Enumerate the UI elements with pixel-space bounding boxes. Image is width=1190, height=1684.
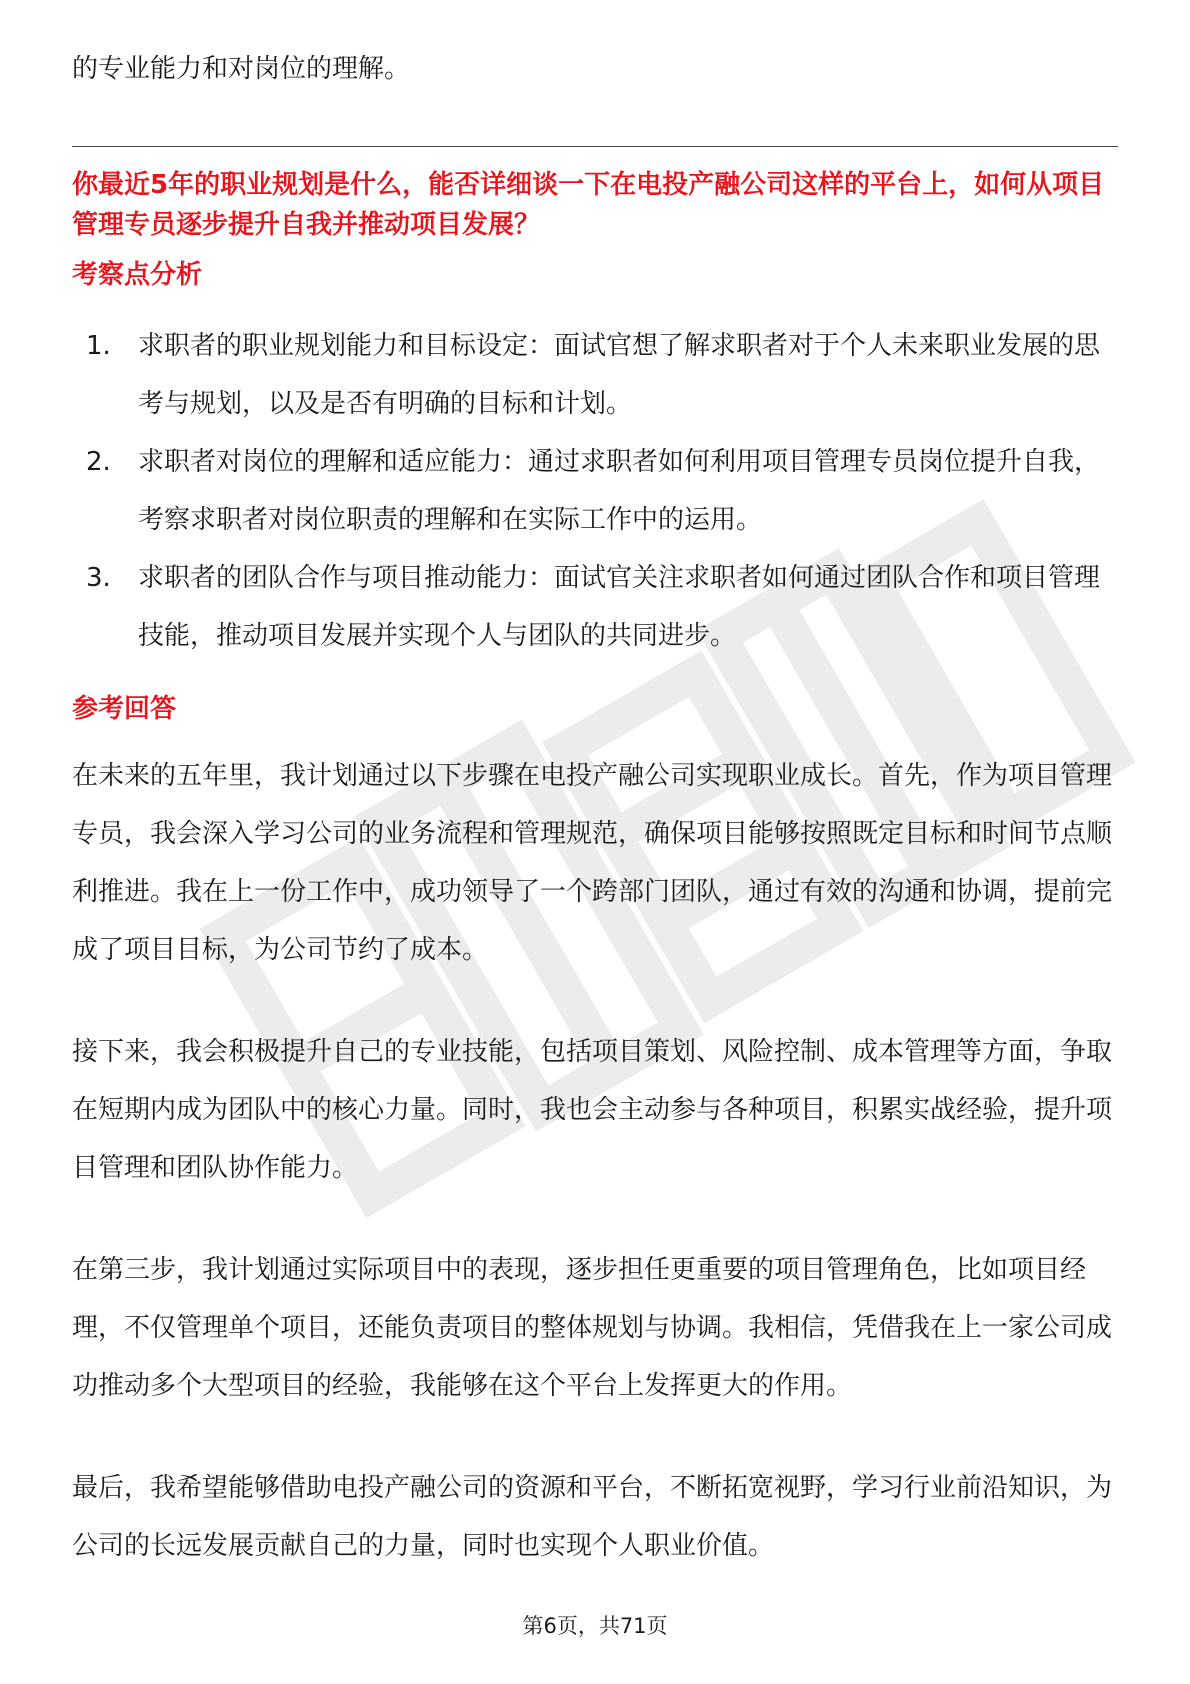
answer-paragraph: 最后，我希望能够借助电投产融公司的资源和平台，不断拓宽视野，学习行业前沿知识，为公司的长远发展贡献自己的力量，同时也实现个人职业价值。 [72,1473,1113,1561]
content [72,40,1118,1575]
answer-paragraph: 接下来，我会积极提升自己的专业技能，包括项目策划、风险控制、成本管理等方面，争取在短期内成为团队中的核心力量。同时，我也会主动参与各种项目，积累实战经验，提升项目管理和团队协作能力。 [72,1037,1113,1183]
list-item-number: 1. [86,331,111,361]
question-heading: 你最近5年的职业规划是什么，能否详细谈一下在电投产融公司这样的平台上，如何从项目管理专员逐步提升自我并推动项目发展？ [72,170,1105,240]
analysis-heading: 考察点分析 [72,260,203,290]
answer-heading: 参考回答 [72,694,177,724]
list-item-text: 求职者的职业规划能力和目标设定：面试官想了解求职者对于个人未来职业发展的思考与规划，以及是否有明确的目标和计划。 [138,331,1101,419]
divider [72,146,1118,147]
list-item-text: 求职者对岗位的理解和适应能力：通过求职者如何利用项目管理专员岗位提升自我，考察求职者对岗位职责的理解和在实际工作中的运用。 [138,447,1101,535]
analysis-list [72,317,1118,665]
list-item [72,549,1118,665]
answer-paragraph: 在未来的五年里，我计划通过以下步骤在电投产融公司实现职业成长。首先，作为项目管理专员，我会深入学习公司的业务流程和管理规范，确保项目能够按照既定目标和时间节点顺利推进。我在上一份工作中，成功领导了一个跨部门团队，通过有效的沟通和协调，提前完成了项目目标，为公司节约了成本。 [72,761,1113,965]
intro-tail-text: 的专业能力和对岗位的理解。 [72,54,411,84]
list-item [72,433,1118,549]
list-item-text: 求职者的团队合作与项目推动能力：面试官关注求职者如何通过团队合作和项目管理技能，推动项目发展并实现个人与团队的共同进步。 [138,563,1101,651]
list-item-number: 3. [86,563,111,593]
page-number: 第6页，共71页 [522,1614,668,1638]
list-item [72,317,1118,433]
answer-paragraph: 在第三步，我计划通过实际项目中的表现，逐步担任更重要的项目管理角色，比如项目经理，不仅管理单个项目，还能负责项目的整体规划与协调。我相信，凭借我在上一家公司成功推动多个大型项目的经验，我能够在这个平台上发挥更大的作用。 [72,1255,1113,1401]
list-item-number: 2. [86,447,111,477]
